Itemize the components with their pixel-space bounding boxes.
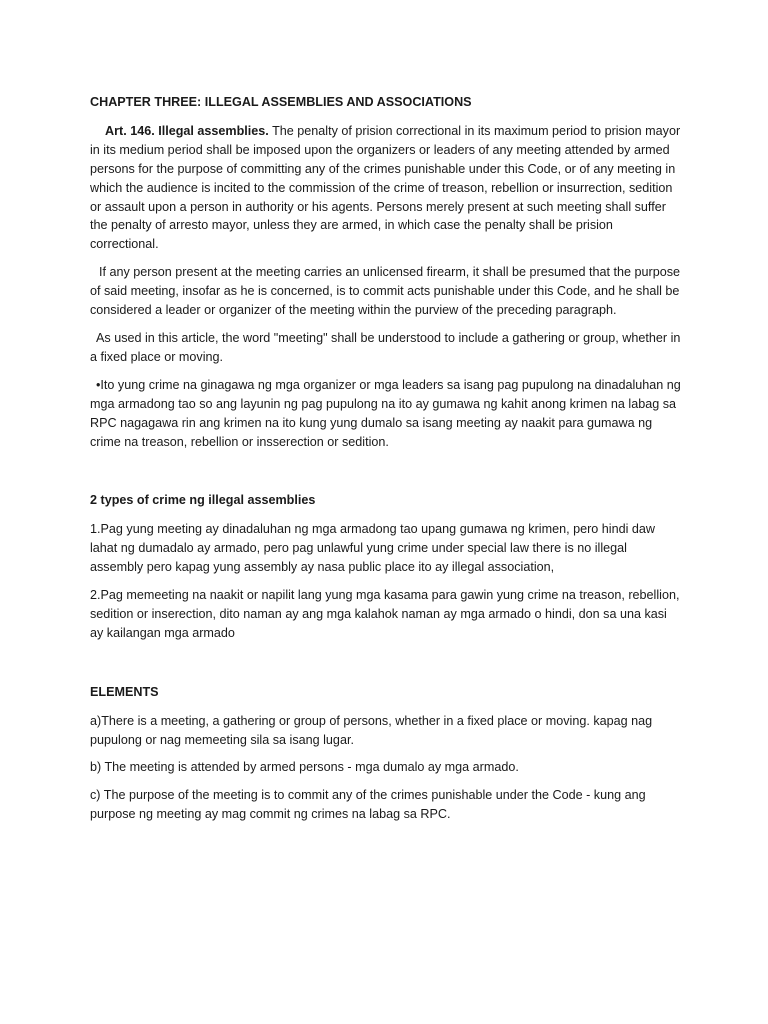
element-item-a: a)There is a meeting, a gathering or group of persons, whether in a fixed place or moving. kapag nag pupulong or nag memeeting sila sa isang lugar.	[90, 713, 653, 747]
type-item-2: 2.Pag memeeting na naakit or napilit lang yung mga kasama para gawin yung crime na treason, rebellion, sedition or inserection, dito naman ay ang mga kalahok naman ay mga armado o hindi, don sa una kasi ay kailangan mga armado	[90, 588, 680, 640]
meeting-definition-paragraph: As used in this article, the word "meeting" shall be understood to include a gathering or group, whether in a fixed place or moving.	[90, 330, 681, 364]
chapter-title: CHAPTER THREE: ILLEGAL ASSEMBLIES AND ASSOCIATIONS	[90, 95, 472, 109]
bullet-paragraph: •Ito yung crime na ginagawa ng mga organizer or mga leaders sa isang pag pupulong na dinadaluhan ng mga armadong tao so ang layunin ng pag pupulong na ito ay gumawa ng kahit anong krimen na labag sa RPC nagagawa rin ang krimen na ito kung yung dumalo sa isang meeting ay naakit para gumawa ng crime na treason, rebellion or insserection or sedition.	[90, 377, 681, 449]
article-body: The penalty of prision correctional in its maximum period to prision mayor in its medium period shall be imposed upon the organizers or leaders of any meeting attended by armed persons for the purpose of committing any of the crimes punishable under this Code, or of any meeting in which the audience is incited to the commission of the crime of treason, rebellion or insurrection, sedition or assault upon a person in authority or his agents. Persons merely present at such meeting shall suffer the penalty of arresto mayor, unless they are armed, in which case the penalty shall be prision correctional.	[90, 123, 681, 252]
type-item-1: 1.Pag yung meeting ay dinadaluhan ng mga armadong tao upang gumawa ng krimen, pero hindi daw lahat ng dumadalo ay armado, pero pag unlawful yung crime under special law there is no illegal assembly pero kapag yung assembly ay nasa public place ito ay illegal association,	[90, 522, 655, 575]
elements-heading: ELEMENTS	[90, 684, 159, 699]
element-item-c: c) The purpose of the meeting is to commit any of the crimes punishable under the Code - kung ang purpose ng meeting ay mag commit ng crimes na labag sa RPC.	[90, 788, 646, 822]
types-heading: 2 types of crime ng illegal assemblies	[90, 493, 316, 508]
document-page	[90, 93, 682, 833]
firearm-paragraph: If any person present at the meeting carries an unlicensed firearm, it shall be presumed that the purpose of said meeting, insofar as he is concerned, is to commit acts punishable under this Code, and he shall be considered a leader or organizer of the meeting within the purview of the preceding paragraph.	[90, 265, 681, 318]
element-item-b: b) The meeting is attended by armed persons - mga dumalo ay mga armado.	[90, 760, 519, 775]
article-heading: Art. 146. Illegal assemblies.	[105, 123, 269, 138]
article-146-paragraph	[90, 122, 682, 254]
